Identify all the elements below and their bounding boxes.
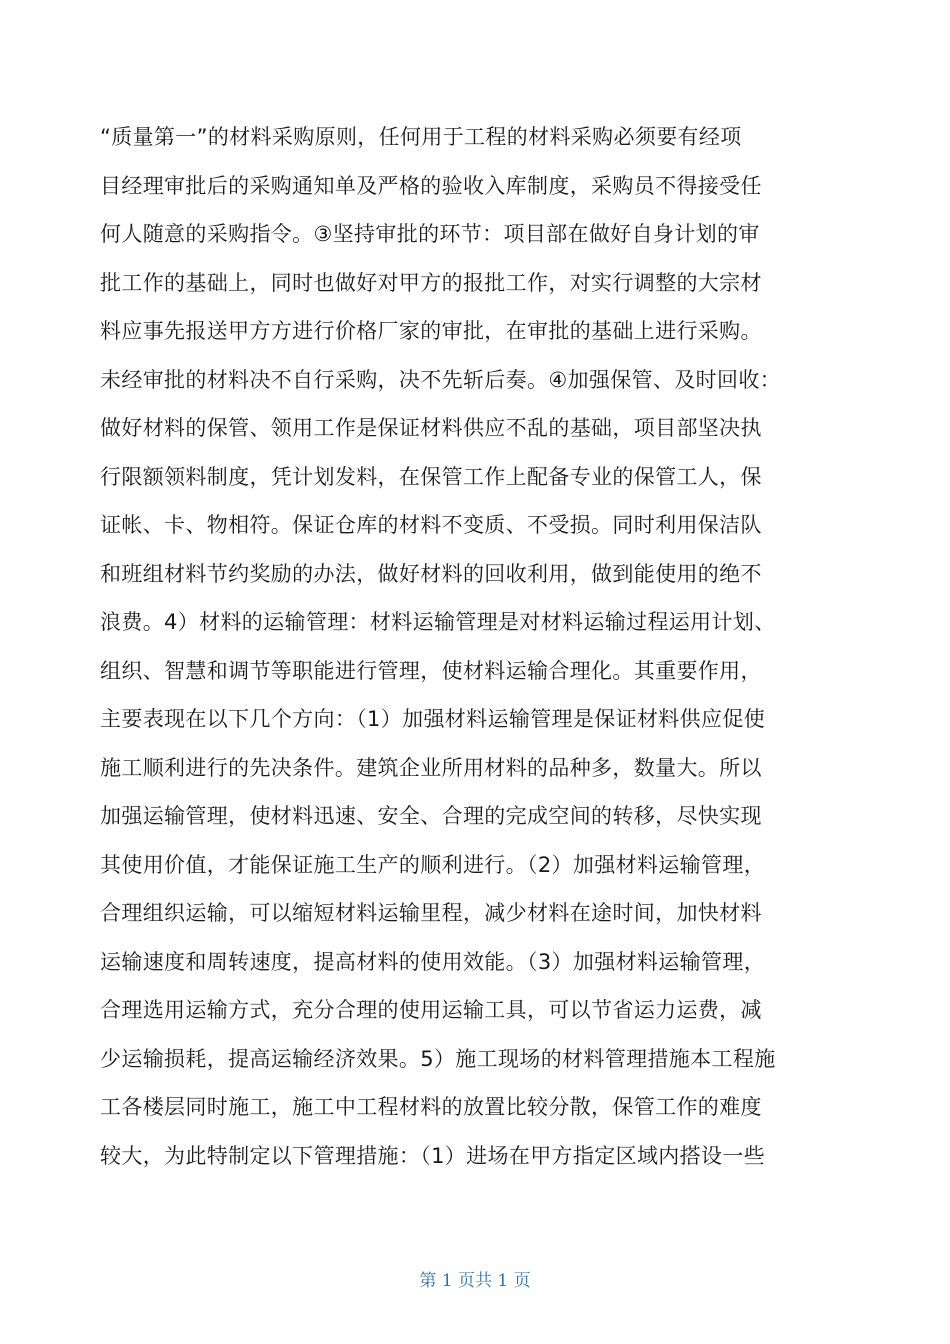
- text-line: 和班组材料节约奖励的办法，做好材料的回收利用，做到能使用的绝不: [100, 561, 762, 586]
- text-line: 批工作的基础上，同时也做好对甲方的报批工作，对实行调整的大宗材: [100, 270, 762, 295]
- text-line: 少运输损耗，提高运输经济效果。5）施工现场的材料管理措施本工程施: [100, 1046, 776, 1071]
- text-line: “质量第一”的材料采购原则，任何用于工程的材料采购必须要有经项: [100, 125, 742, 149]
- text-line: 何人随意的采购指令。③坚持审批的环节：项目部在做好自身计划的审: [100, 222, 760, 246]
- text-line: 加强运输管理，使材料迅速、安全、合理的完成空间的转移，尽快实现: [100, 804, 762, 828]
- text-line: 合理组织运输，可以缩短材料运输里程，减少材料在途时间，加快材料: [100, 901, 762, 925]
- text-line: 其使用价值，才能保证施工生产的顺利进行。（2）加强材料运输管理，: [100, 852, 766, 877]
- text-line: 浪费。4）材料的运输管理：材料运输管理是对材料运输过程运用计划、: [100, 610, 776, 634]
- text-line: 料应事先报送甲方方进行价格厂家的审批，在审批的基础上进行采购。: [100, 319, 762, 343]
- body-text: [100, 113, 860, 1180]
- text-line: 行限额领料制度，凭计划发料，在保管工作上配备专业的保管工人，保: [100, 464, 762, 489]
- text-line: 做好材料的保管、领用工作是保证材料供应不乱的基础，项目部坚决执: [100, 416, 762, 440]
- text-line: 较大，为此特制定以下管理措施：（1）进场在甲方指定区域内搭设一些: [100, 1143, 766, 1168]
- text-line: 目经理审批后的采购通知单及严格的验收入库制度，采购员不得接受任: [100, 173, 762, 198]
- text-line: 运输速度和周转速度，提高材料的使用效能。（3）加强材料运输管理，: [100, 949, 766, 974]
- text-line: 证帐、卡、物相符。保证仓库的材料不变质、不受损。同时利用保洁队: [100, 513, 762, 537]
- text-line: 未经审批的材料决不自行采购，决不先斩后奏。④加强保管、及时回收：: [100, 367, 782, 392]
- text-line: 施工顺利进行的先决条件。建筑企业所用材料的品种多，数量大。所以: [100, 755, 762, 780]
- text-line: 主要表现在以下几个方向：（1）加强材料运输管理是保证材料供应促使: [100, 707, 766, 731]
- text-line: 工各楼层同时施工，施工中工程材料的放置比较分散，保管工作的难度: [100, 1095, 762, 1119]
- page-number-footer: 第 1 页共 1 页: [419, 1271, 531, 1291]
- text-line: 合理选用运输方式，充分合理的使用运输工具，可以节省运力运费，减: [100, 998, 762, 1022]
- text-line: 组织、智慧和调节等职能进行管理，使材料运输合理化。其重要作用，: [100, 658, 762, 683]
